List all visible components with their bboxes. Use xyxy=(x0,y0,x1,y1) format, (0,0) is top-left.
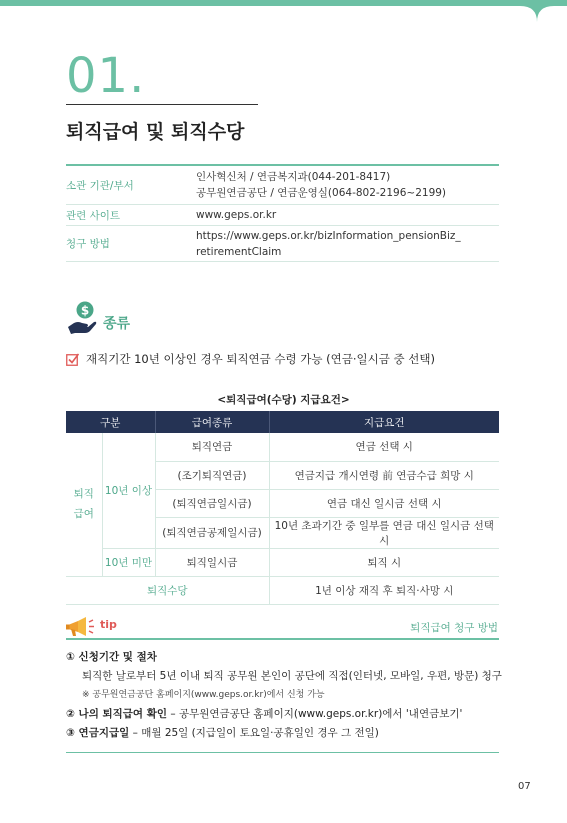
tip-divider xyxy=(66,638,499,640)
table-cell-type: (퇴직연금일시금) xyxy=(155,489,269,517)
info-value xyxy=(196,205,499,225)
table-row xyxy=(66,548,499,576)
info-row-department xyxy=(66,164,499,205)
info-label: 관련 사이트 xyxy=(66,205,184,225)
info-row-site xyxy=(66,205,499,226)
tip-item-2: ② 나의 퇴직급여 확인 – 공무원연금공단 홈페이지(www.geps.or.kr)에서 '내연금보기' xyxy=(66,708,463,720)
table-row xyxy=(66,576,499,604)
group-label-retirement-benefit: 퇴직 급여 xyxy=(66,433,102,576)
table-cell-type: 퇴직일시금 xyxy=(155,548,269,576)
header-type: 급여종류 xyxy=(155,411,269,433)
info-label: 소관 기관/부서 xyxy=(66,166,184,204)
page-number: 07 xyxy=(518,781,531,792)
table-cell-condition: 연금 선택 시 xyxy=(269,433,499,461)
megaphone-icon xyxy=(66,616,96,638)
info-value-line: 인사혁신처 / 연금복지과(044-201-8417) xyxy=(196,171,391,183)
sub-label-10-under: 10년 미만 xyxy=(102,548,155,576)
site-link[interactable]: www.geps.or.kr xyxy=(196,209,277,221)
top-tab-marker xyxy=(520,0,554,22)
table-cell-condition: 퇴직 시 xyxy=(269,548,499,576)
tip-item-1-note: ※ 공무원연금공단 홈페이지(www.geps.or.kr)에서 신청 가능 xyxy=(82,690,325,700)
table-cell-condition: 10년 초과기간 중 일부를 연금 대신 일시금 선택 시 xyxy=(269,517,499,548)
info-label: 청구 방법 xyxy=(66,226,184,261)
top-accent-bar xyxy=(0,0,567,6)
tip-item-1-body: 퇴직한 날로부터 5년 이내 퇴직 공무원 본인이 공단에 직접(인터넷, 모바일, 우편, 방문) 청구 xyxy=(82,670,502,682)
table-cell-condition: 연금지급 개시연령 前 연금수급 희망 시 xyxy=(269,461,499,489)
check-text: 재직기간 10년 이상인 경우 퇴직연금 수령 가능 (연금·일시금 중 선택) xyxy=(86,352,435,366)
table-caption: <퇴직급여(수당) 지급요건> xyxy=(217,394,350,406)
table-cell-condition: 1년 이상 재직 후 퇴직·사망 시 xyxy=(269,576,499,604)
info-table xyxy=(66,164,499,262)
header-condition: 지급요건 xyxy=(269,411,499,433)
retirement-allowance-label: 퇴직수당 xyxy=(66,576,269,604)
section-title: 종류 xyxy=(103,316,131,332)
table-cell-type: (조기퇴직연금) xyxy=(155,461,269,489)
chapter-title: 퇴직급여 및 퇴직수당 xyxy=(66,121,245,143)
info-value xyxy=(196,226,499,261)
table-header-row xyxy=(66,411,499,433)
tip-item-3: ③ 연금지급일 – 매월 25일 (지급일이 토요일·공휴일인 경우 그 전일) xyxy=(66,727,379,739)
tip-item-1-title: ① 신청기간 및 절차 xyxy=(66,651,157,663)
chapter-number: 01. xyxy=(66,48,146,104)
svg-text:$: $ xyxy=(80,303,90,318)
table-row xyxy=(66,433,499,461)
claim-link-line[interactable]: retirementClaim xyxy=(196,245,282,258)
tip-label: tip xyxy=(100,618,117,631)
table-cell-condition: 연금 대신 일시금 선택 시 xyxy=(269,489,499,517)
info-row-claim xyxy=(66,226,499,262)
tip-section-title: 퇴직급여 청구 방법 xyxy=(410,622,498,634)
chapter-divider xyxy=(66,104,258,105)
sub-label-10-over: 10년 이상 xyxy=(102,433,155,548)
bottom-divider xyxy=(66,752,499,753)
header-category: 구분 xyxy=(66,411,155,433)
tip-body xyxy=(66,648,506,743)
check-item xyxy=(66,351,435,367)
money-hand-icon xyxy=(66,300,98,334)
info-value xyxy=(196,166,499,204)
info-value-line: 공무원연금공단 / 연금운영실(064-802-2196~2199) xyxy=(196,187,447,199)
benefit-table xyxy=(66,411,499,605)
checkbox-icon xyxy=(66,353,79,366)
claim-link-line[interactable]: https://www.geps.or.kr/bizInformation_pensionBiz_ xyxy=(196,229,461,242)
table-cell-type: (퇴직연금공제일시금) xyxy=(155,517,269,548)
table-cell-type: 퇴직연금 xyxy=(155,433,269,461)
